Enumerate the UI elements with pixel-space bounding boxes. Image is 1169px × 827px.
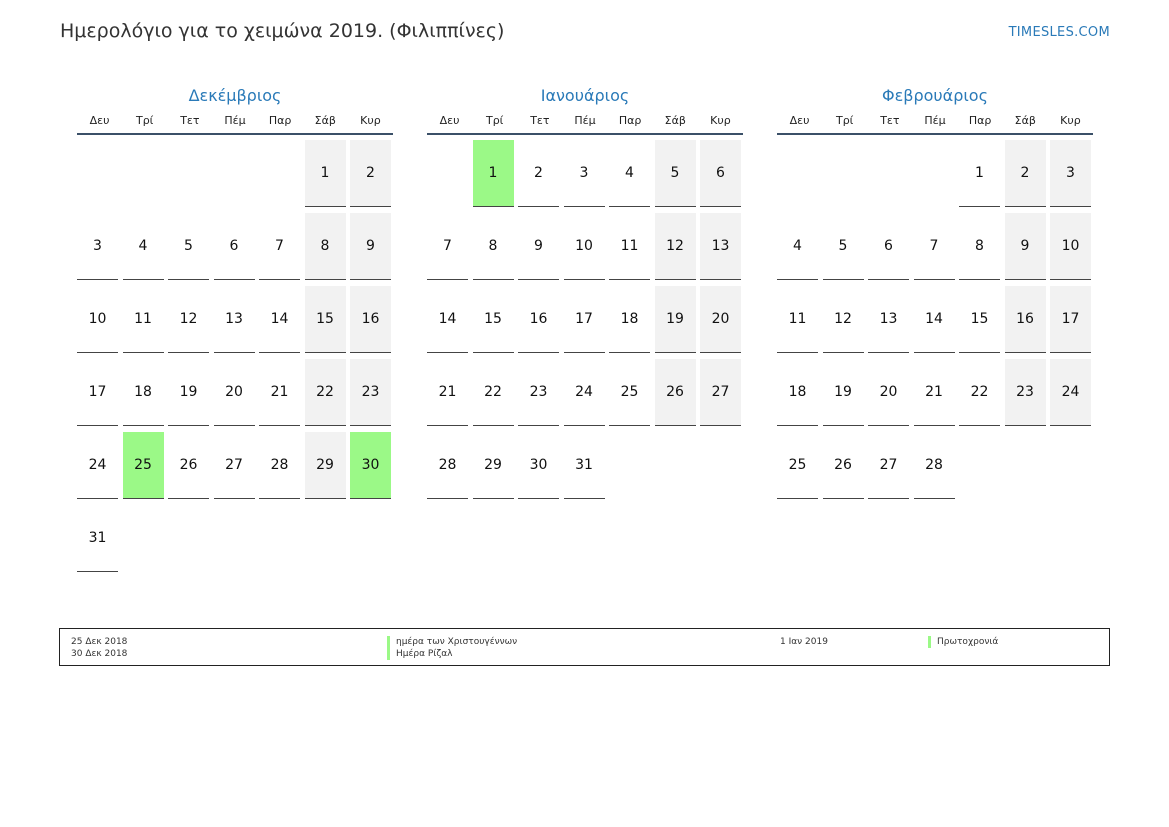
weekday-header — [777, 114, 1093, 135]
day-cell[interactable]: 25 — [777, 432, 818, 499]
day-cell[interactable]: 31 — [77, 505, 118, 572]
day-cell[interactable]: 16 — [350, 286, 391, 353]
weekday-label: Τρί — [485, 114, 504, 127]
day-cell[interactable]: 1 — [959, 140, 1000, 207]
day-cell[interactable]: 18 — [777, 359, 818, 426]
weekday-label: Δευ — [789, 114, 810, 127]
day-cell[interactable]: 30 — [350, 432, 391, 499]
day-cell[interactable]: 9 — [518, 213, 559, 280]
day-cell[interactable]: 3 — [1050, 140, 1091, 207]
day-cell[interactable]: 4 — [609, 140, 650, 207]
day-cell[interactable]: 7 — [427, 213, 468, 280]
day-cell[interactable]: 6 — [868, 213, 909, 280]
day-cell[interactable]: 20 — [214, 359, 255, 426]
day-cell[interactable]: 2 — [350, 140, 391, 207]
day-cell[interactable]: 27 — [214, 432, 255, 499]
weekday-label: Παρ — [968, 114, 992, 127]
day-cell[interactable]: 17 — [77, 359, 118, 426]
day-cell[interactable]: 28 — [914, 432, 955, 499]
day-cell[interactable]: 18 — [609, 286, 650, 353]
weekday-label: Τετ — [880, 114, 900, 127]
weekday-label: Δευ — [439, 114, 460, 127]
weekday-label: Παρ — [618, 114, 642, 127]
day-cell[interactable]: 9 — [350, 213, 391, 280]
day-cell[interactable]: 26 — [823, 432, 864, 499]
day-cell[interactable]: 17 — [1050, 286, 1091, 353]
day-cell[interactable]: 17 — [564, 286, 605, 353]
weekday-label: Κυρ — [710, 114, 731, 127]
day-cell[interactable]: 11 — [123, 286, 164, 353]
day-cell[interactable]: 5 — [655, 140, 696, 207]
day-cell[interactable]: 15 — [959, 286, 1000, 353]
weekday-label: Παρ — [268, 114, 292, 127]
weekday-label: Σάβ — [1014, 114, 1036, 127]
day-cell[interactable]: 27 — [868, 432, 909, 499]
day-cell[interactable]: 8 — [473, 213, 514, 280]
day-cell[interactable]: 23 — [518, 359, 559, 426]
day-cell[interactable]: 11 — [777, 286, 818, 353]
day-cell[interactable]: 21 — [427, 359, 468, 426]
day-cell[interactable]: 4 — [777, 213, 818, 280]
day-cell[interactable]: 14 — [259, 286, 300, 353]
day-cell[interactable]: 19 — [168, 359, 209, 426]
month-title: Ιανουάριος — [540, 86, 630, 105]
day-cell[interactable]: 20 — [868, 359, 909, 426]
weekday-label: Τρί — [835, 114, 854, 127]
month-december — [77, 84, 393, 546]
month-january — [427, 84, 743, 473]
day-cell[interactable]: 22 — [959, 359, 1000, 426]
day-cell[interactable]: 16 — [518, 286, 559, 353]
legend-holiday-name: Ημέρα Ρίζαλ — [387, 648, 517, 660]
day-cell[interactable]: 28 — [427, 432, 468, 499]
weekday-header — [427, 114, 743, 135]
day-cell[interactable]: 28 — [259, 432, 300, 499]
day-cell[interactable]: 10 — [77, 286, 118, 353]
weekday-label: Κυρ — [360, 114, 381, 127]
day-cell[interactable]: 8 — [305, 213, 346, 280]
day-cell[interactable]: 5 — [168, 213, 209, 280]
day-cell[interactable]: 21 — [914, 359, 955, 426]
day-cell[interactable]: 1 — [305, 140, 346, 207]
day-cell[interactable]: 26 — [655, 359, 696, 426]
day-cell[interactable]: 2 — [1005, 140, 1046, 207]
legend-names-right — [928, 636, 998, 648]
legend-dates-left — [71, 636, 127, 660]
month-title: Φεβρουάριος — [882, 86, 988, 105]
weekday-label: Σάβ — [314, 114, 336, 127]
day-cell[interactable]: 9 — [1005, 213, 1046, 280]
day-cell[interactable]: 19 — [823, 359, 864, 426]
day-cell[interactable]: 29 — [473, 432, 514, 499]
day-cell[interactable]: 7 — [259, 213, 300, 280]
weekday-label: Πέμ — [224, 114, 246, 127]
weekday-label: Κυρ — [1060, 114, 1081, 127]
page-title: Ημερολόγιο για το χειμώνα 2019. (Φιλιππίνες) — [60, 20, 505, 42]
day-cell[interactable]: 21 — [259, 359, 300, 426]
month-february — [777, 84, 1093, 473]
day-cell[interactable]: 13 — [214, 286, 255, 353]
day-cell[interactable]: 12 — [168, 286, 209, 353]
legend-names-left — [387, 636, 517, 660]
day-cell[interactable]: 7 — [914, 213, 955, 280]
day-cell[interactable]: 15 — [473, 286, 514, 353]
legend-date: 25 Δεκ 2018 — [71, 637, 128, 647]
day-cell[interactable]: 24 — [77, 432, 118, 499]
day-cell[interactable]: 13 — [700, 213, 741, 280]
weekday-label: Τετ — [180, 114, 200, 127]
day-cell[interactable]: 29 — [305, 432, 346, 499]
weekday-label: Τετ — [530, 114, 550, 127]
day-cell[interactable]: 3 — [77, 213, 118, 280]
day-cell[interactable]: 6 — [214, 213, 255, 280]
day-cell[interactable]: 26 — [168, 432, 209, 499]
day-cell[interactable]: 2 — [518, 140, 559, 207]
day-cell[interactable]: 24 — [564, 359, 605, 426]
day-cell[interactable]: 10 — [1050, 213, 1091, 280]
legend-date: 1 Ιαν 2019 — [780, 637, 828, 647]
day-cell[interactable]: 22 — [305, 359, 346, 426]
day-cell[interactable]: 18 — [123, 359, 164, 426]
weekday-header — [77, 114, 393, 135]
day-cell[interactable]: 12 — [823, 286, 864, 353]
legend-dates-right — [780, 636, 828, 648]
day-cell[interactable]: 14 — [914, 286, 955, 353]
month-title: Δεκέμβριος — [188, 86, 282, 105]
day-cell[interactable]: 5 — [823, 213, 864, 280]
weekday-label: Πέμ — [924, 114, 946, 127]
holiday-legend — [59, 628, 1110, 666]
day-cell[interactable]: 6 — [700, 140, 741, 207]
day-cell[interactable]: 20 — [700, 286, 741, 353]
day-cell[interactable]: 12 — [655, 213, 696, 280]
legend-date: 30 Δεκ 2018 — [71, 649, 128, 659]
weekday-label: Δευ — [89, 114, 110, 127]
day-cell[interactable]: 23 — [1005, 359, 1046, 426]
legend-holiday-name: ημέρα των Χριστουγέννων — [387, 636, 517, 648]
day-cell[interactable]: 14 — [427, 286, 468, 353]
day-cell[interactable]: 22 — [473, 359, 514, 426]
day-cell[interactable]: 24 — [1050, 359, 1091, 426]
day-cell[interactable]: 11 — [609, 213, 650, 280]
day-cell[interactable]: 31 — [564, 432, 605, 499]
day-cell[interactable]: 10 — [564, 213, 605, 280]
day-cell[interactable]: 3 — [564, 140, 605, 207]
day-cell[interactable]: 16 — [1005, 286, 1046, 353]
day-cell[interactable]: 13 — [868, 286, 909, 353]
day-cell[interactable]: 27 — [700, 359, 741, 426]
weekday-label: Σάβ — [664, 114, 686, 127]
day-cell[interactable]: 4 — [123, 213, 164, 280]
day-cell[interactable]: 15 — [305, 286, 346, 353]
day-cell[interactable]: 30 — [518, 432, 559, 499]
day-cell[interactable]: 23 — [350, 359, 391, 426]
day-cell[interactable]: 25 — [609, 359, 650, 426]
weekday-label: Πέμ — [574, 114, 596, 127]
brand-link[interactable]: TIMESLES.COM — [1008, 25, 1110, 40]
legend-holiday-name: Πρωτοχρονιά — [928, 636, 998, 648]
day-cell[interactable]: 19 — [655, 286, 696, 353]
day-cell[interactable]: 25 — [123, 432, 164, 499]
day-cell[interactable]: 8 — [959, 213, 1000, 280]
weekday-label: Τρί — [135, 114, 154, 127]
day-cell[interactable]: 1 — [473, 140, 514, 207]
